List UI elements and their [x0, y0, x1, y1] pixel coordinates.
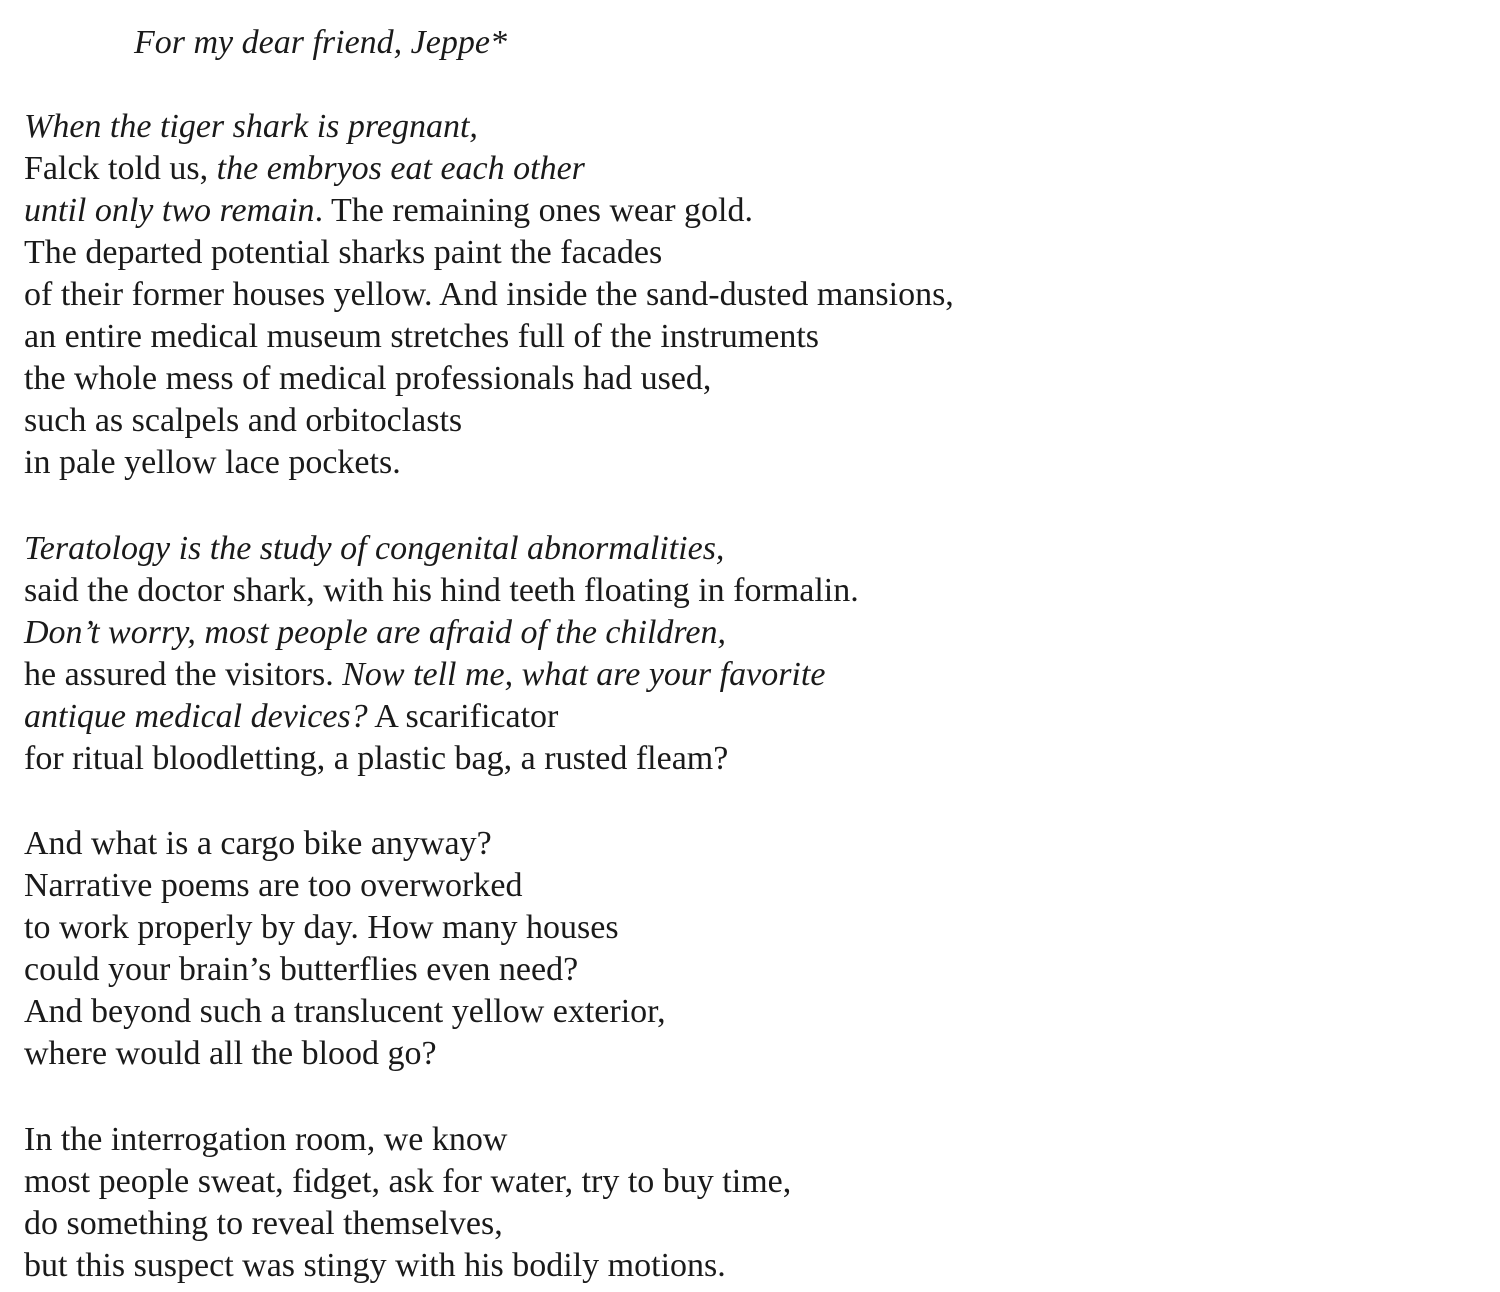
poem-line: Don’t worry, most people are afraid of the children, [24, 614, 726, 651]
poem-line [24, 148, 954, 190]
poem-line-segment: . The remaining ones wear gold. [314, 192, 753, 229]
poem-line: where would all the blood go? [24, 1035, 437, 1072]
poem-line: Teratology is the study of congenital abnormalities, [24, 530, 725, 567]
poem-line-segment-italic: until only two remain [24, 192, 315, 229]
poem-line: And what is a cargo bike anyway? [24, 825, 492, 862]
poem-line-segment-italic: antique medical devices? [24, 698, 368, 735]
poem-line: When the tiger shark is pregnant, [24, 108, 478, 145]
poem-dedication: For my dear friend, Jeppe* [134, 24, 507, 61]
poem-line-segment: A scarificator [367, 698, 559, 735]
poem-line: but this suspect was stingy with his bodily motions. [24, 1247, 726, 1284]
stanza-3 [24, 823, 666, 1075]
poem-line [24, 696, 859, 738]
poem-line: In the interrogation room, we know [24, 1121, 508, 1158]
poem-line: to work properly by day. How many houses [24, 909, 619, 946]
poem-line: The departed potential sharks paint the facades [24, 234, 663, 271]
poem-line-segment-italic: the embryos eat each other [216, 150, 585, 187]
poem-line: such as scalpels and orbitoclasts [24, 402, 463, 439]
poem-line: Narrative poems are too overworked [24, 867, 523, 904]
poem-line [24, 190, 954, 232]
stanza-2 [24, 528, 859, 780]
poem-line: the whole mess of medical professionals had used, [24, 360, 712, 397]
poem-line: could your brain’s butterflies even need? [24, 951, 579, 988]
poem-line [24, 654, 859, 696]
poem-line-segment: he assured the visitors. [24, 656, 343, 693]
poem-line: of their former houses yellow. And inside the sand-dusted mansions, [24, 276, 954, 313]
poem-line: an entire medical museum stretches full of the instruments [24, 318, 819, 355]
stanza-1 [24, 106, 954, 484]
poem-line: And beyond such a translucent yellow exterior, [24, 993, 666, 1030]
poem-line: most people sweat, fidget, ask for water, try to buy time, [24, 1163, 792, 1200]
poem-line: for ritual bloodletting, a plastic bag, a rusted fleam? [24, 740, 729, 777]
poem-line: in pale yellow lace pockets. [24, 444, 401, 481]
poem-line-segment: Falck told us, [24, 150, 217, 187]
poem-line: said the doctor shark, with his hind teeth floating in formalin. [24, 572, 859, 609]
poem-line-segment-italic: Now tell me, what are your favorite [342, 656, 826, 693]
stanza-4 [24, 1119, 791, 1287]
poem-line: do something to reveal themselves, [24, 1205, 503, 1242]
